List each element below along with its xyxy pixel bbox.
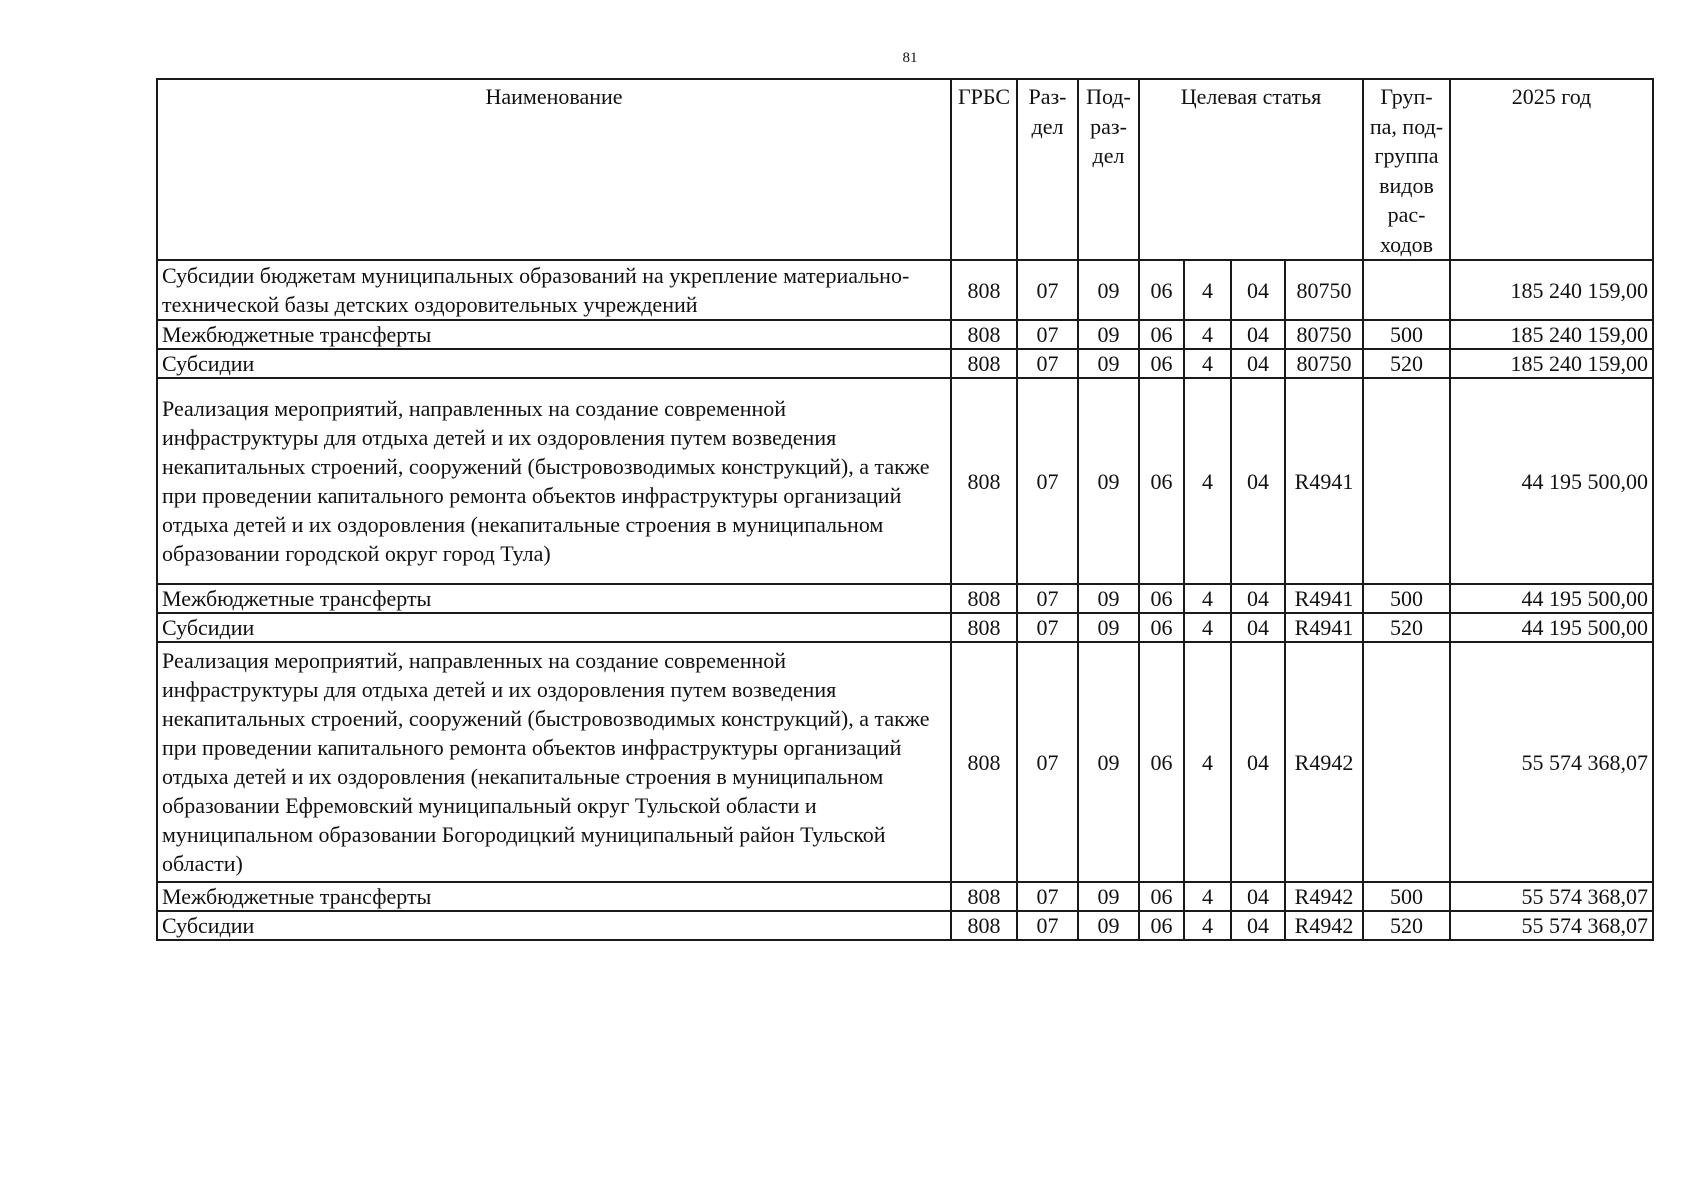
row-subsection: 09 <box>1078 642 1139 882</box>
row-target-direction: R4941 <box>1285 584 1363 613</box>
row-target-program: 06 <box>1139 260 1184 320</box>
header-row <box>157 79 1653 260</box>
row-target-subprogram: 04 <box>1231 613 1285 642</box>
row-amount: 55 574 368,07 <box>1450 882 1653 911</box>
header-year-2025: 2025 год <box>1450 79 1653 260</box>
row-amount: 185 240 159,00 <box>1450 349 1653 378</box>
row-target-type: 4 <box>1184 349 1231 378</box>
row-section: 07 <box>1017 584 1078 613</box>
row-target-direction: 80750 <box>1285 260 1363 320</box>
row-target-program: 06 <box>1139 642 1184 882</box>
row-name: Реализация мероприятий, направленных на создание современной инфраструктуры для отдыха детей и их оздоровления путем возведения некапитальных строений, сооружений (быстровозводимых конструкций), а также при проведении капитального ремонта объектов инфраструктуры организаций отдыха детей и их оздоровления (некапитальные строения в муниципальном образовании Ефремовский муниципальный округ Тульской области и муниципальном образовании Богородицкий муниципальный район Тульской области) <box>157 642 951 882</box>
table-row <box>157 882 1653 911</box>
row-target-program: 06 <box>1139 584 1184 613</box>
table-row <box>157 378 1653 584</box>
row-subsection: 09 <box>1078 260 1139 320</box>
row-target-direction: R4942 <box>1285 882 1363 911</box>
table-row <box>157 349 1653 378</box>
row-expense-group <box>1363 260 1450 320</box>
row-grbs: 808 <box>951 882 1017 911</box>
header-subsection: Под- раз- дел <box>1078 79 1139 260</box>
header-section: Раз- дел <box>1017 79 1078 260</box>
row-expense-group: 520 <box>1363 349 1450 378</box>
table-row <box>157 584 1653 613</box>
page-number: 81 <box>902 50 918 66</box>
header-name: Наименование <box>157 79 951 260</box>
row-grbs: 808 <box>951 911 1017 940</box>
row-subsection: 09 <box>1078 882 1139 911</box>
row-target-type: 4 <box>1184 882 1231 911</box>
row-target-program: 06 <box>1139 349 1184 378</box>
row-expense-group: 500 <box>1363 882 1450 911</box>
row-target-program: 06 <box>1139 378 1184 584</box>
row-target-subprogram: 04 <box>1231 349 1285 378</box>
table-row <box>157 911 1653 940</box>
row-grbs: 808 <box>951 584 1017 613</box>
row-target-program: 06 <box>1139 882 1184 911</box>
row-expense-group <box>1363 642 1450 882</box>
row-name: Межбюджетные трансферты <box>157 882 951 911</box>
row-section: 07 <box>1017 882 1078 911</box>
row-name: Реализация мероприятий, направленных на создание современной инфраструктуры для отдыха детей и их оздоровления путем возведения некапитальных строений, сооружений (быстровозводимых конструкций), а также при проведении капитального ремонта объектов инфраструктуры организаций отдыха детей и их оздоровления (некапитальные строения в муниципальном образовании городской округ город Тула) <box>157 378 951 584</box>
row-subsection: 09 <box>1078 349 1139 378</box>
header-target-article: Целевая статья <box>1139 79 1363 260</box>
row-expense-group: 520 <box>1363 613 1450 642</box>
row-expense-group: 500 <box>1363 320 1450 349</box>
row-amount: 55 574 368,07 <box>1450 642 1653 882</box>
row-section: 07 <box>1017 378 1078 584</box>
row-name: Субсидии <box>157 349 951 378</box>
header-expense-group: Груп- па, под- группа видов рас- ходов <box>1363 79 1450 260</box>
row-target-subprogram: 04 <box>1231 911 1285 940</box>
row-target-type: 4 <box>1184 378 1231 584</box>
row-section: 07 <box>1017 642 1078 882</box>
table-row <box>157 613 1653 642</box>
row-expense-group: 500 <box>1363 584 1450 613</box>
row-grbs: 808 <box>951 378 1017 584</box>
row-target-subprogram: 04 <box>1231 260 1285 320</box>
row-target-program: 06 <box>1139 911 1184 940</box>
row-target-type: 4 <box>1184 320 1231 349</box>
row-grbs: 808 <box>951 642 1017 882</box>
row-grbs: 808 <box>951 349 1017 378</box>
row-subsection: 09 <box>1078 320 1139 349</box>
row-target-type: 4 <box>1184 613 1231 642</box>
row-section: 07 <box>1017 260 1078 320</box>
row-expense-group: 520 <box>1363 911 1450 940</box>
row-subsection: 09 <box>1078 911 1139 940</box>
row-target-type: 4 <box>1184 911 1231 940</box>
row-subsection: 09 <box>1078 613 1139 642</box>
row-section: 07 <box>1017 349 1078 378</box>
row-name: Межбюджетные трансферты <box>157 320 951 349</box>
row-target-type: 4 <box>1184 584 1231 613</box>
row-target-subprogram: 04 <box>1231 320 1285 349</box>
row-target-direction: R4941 <box>1285 378 1363 584</box>
table-row <box>157 260 1653 320</box>
row-target-type: 4 <box>1184 260 1231 320</box>
row-target-program: 06 <box>1139 320 1184 349</box>
row-section: 07 <box>1017 320 1078 349</box>
row-expense-group <box>1363 378 1450 584</box>
header-grbs: ГРБС <box>951 79 1017 260</box>
row-target-direction: R4942 <box>1285 911 1363 940</box>
row-target-subprogram: 04 <box>1231 378 1285 584</box>
row-grbs: 808 <box>951 613 1017 642</box>
row-target-type: 4 <box>1184 642 1231 882</box>
row-amount: 55 574 368,07 <box>1450 911 1653 940</box>
row-target-direction: 80750 <box>1285 349 1363 378</box>
row-target-subprogram: 04 <box>1231 642 1285 882</box>
row-amount: 185 240 159,00 <box>1450 320 1653 349</box>
row-amount: 44 195 500,00 <box>1450 378 1653 584</box>
row-target-direction: R4941 <box>1285 613 1363 642</box>
row-amount: 44 195 500,00 <box>1450 584 1653 613</box>
table-row <box>157 642 1653 882</box>
row-target-subprogram: 04 <box>1231 584 1285 613</box>
row-name: Субсидии <box>157 911 951 940</box>
row-target-program: 06 <box>1139 613 1184 642</box>
row-subsection: 09 <box>1078 584 1139 613</box>
row-target-direction: 80750 <box>1285 320 1363 349</box>
row-name: Субсидии бюджетам муниципальных образований на укрепление материально-технической базы детских оздоровительных учреждений <box>157 260 951 320</box>
row-amount: 185 240 159,00 <box>1450 260 1653 320</box>
row-section: 07 <box>1017 911 1078 940</box>
row-subsection: 09 <box>1078 378 1139 584</box>
row-name: Межбюджетные трансферты <box>157 584 951 613</box>
row-grbs: 808 <box>951 320 1017 349</box>
row-target-subprogram: 04 <box>1231 882 1285 911</box>
row-section: 07 <box>1017 613 1078 642</box>
row-grbs: 808 <box>951 260 1017 320</box>
row-amount: 44 195 500,00 <box>1450 613 1653 642</box>
row-target-direction: R4942 <box>1285 642 1363 882</box>
row-name: Субсидии <box>157 613 951 642</box>
budget-table <box>156 78 1654 941</box>
table-row <box>157 320 1653 349</box>
